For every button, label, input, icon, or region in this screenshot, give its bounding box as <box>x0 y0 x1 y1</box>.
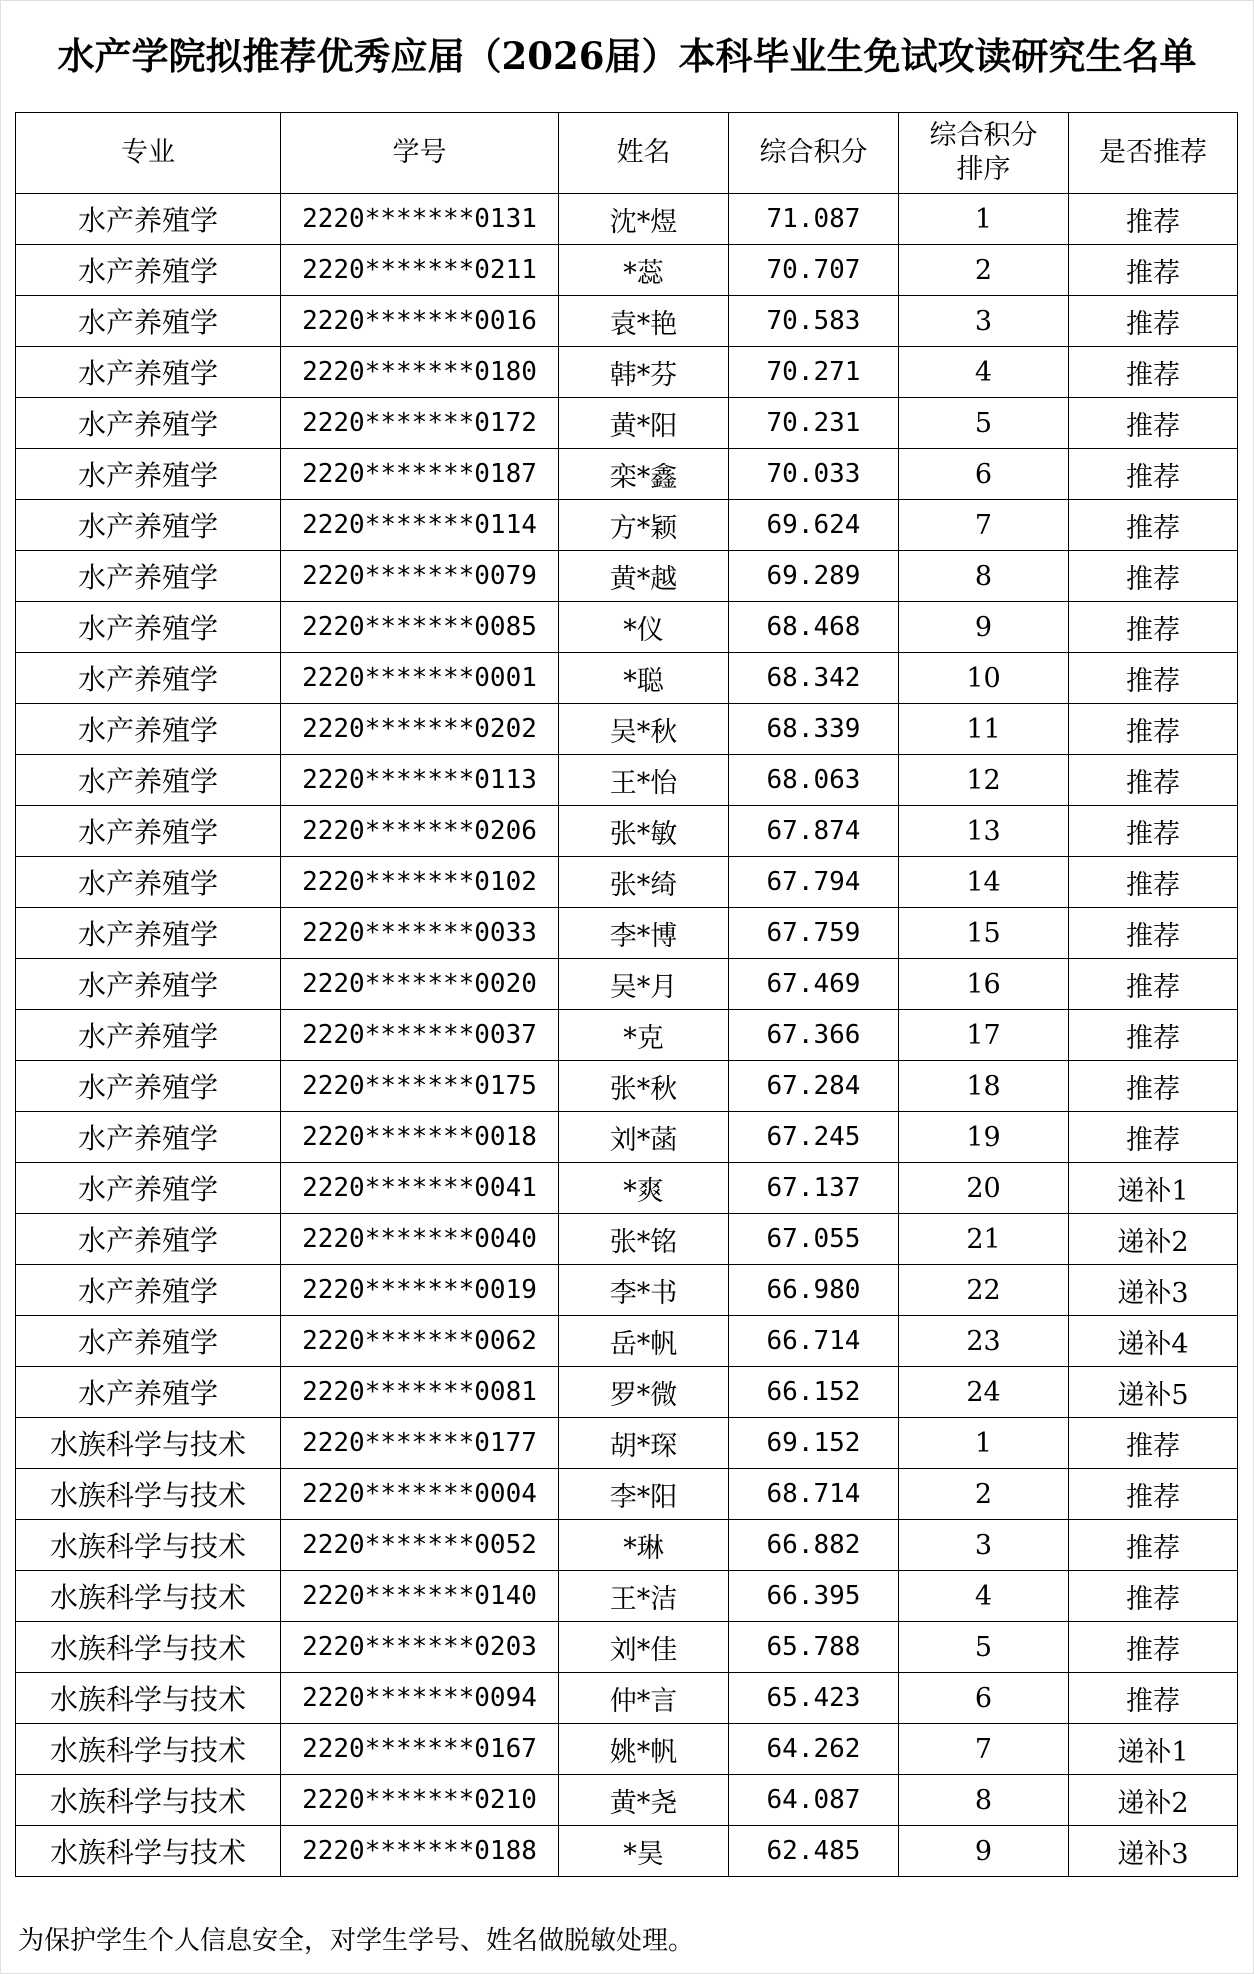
cell-score: 66.882 <box>729 1520 899 1571</box>
cell-name: 沈*煜 <box>559 194 729 245</box>
cell-student-id: 2220*******0175 <box>281 1061 559 1112</box>
table-row <box>16 500 1238 551</box>
cell-recommend-status: 递补1 <box>1069 1163 1238 1214</box>
cell-student-id: 2220*******0211 <box>281 245 559 296</box>
cell-score: 67.759 <box>729 908 899 959</box>
cell-recommend-status: 推荐 <box>1069 500 1238 551</box>
cell-name: 方*颖 <box>559 500 729 551</box>
cell-rank: 12 <box>899 755 1069 806</box>
cell-rank: 16 <box>899 959 1069 1010</box>
cell-major: 水产养殖学 <box>16 1061 281 1112</box>
cell-score: 64.087 <box>729 1775 899 1826</box>
cell-recommend-status: 推荐 <box>1069 908 1238 959</box>
cell-recommend-status: 推荐 <box>1069 296 1238 347</box>
cell-name: 吴*秋 <box>559 704 729 755</box>
cell-recommend-status: 推荐 <box>1069 602 1238 653</box>
cell-student-id: 2220*******0037 <box>281 1010 559 1061</box>
cell-name: 张*铭 <box>559 1214 729 1265</box>
cell-major: 水产养殖学 <box>16 194 281 245</box>
cell-student-id: 2220*******0102 <box>281 857 559 908</box>
table-row <box>16 1163 1238 1214</box>
cell-score: 67.284 <box>729 1061 899 1112</box>
cell-recommend-status: 递补4 <box>1069 1316 1238 1367</box>
cell-major: 水产养殖学 <box>16 602 281 653</box>
cell-recommend-status: 推荐 <box>1069 1418 1238 1469</box>
cell-student-id: 2220*******0114 <box>281 500 559 551</box>
table-row <box>16 194 1238 245</box>
table-row <box>16 1214 1238 1265</box>
cell-student-id: 2220*******0131 <box>281 194 559 245</box>
table-row <box>16 1112 1238 1163</box>
cell-name: 张*绮 <box>559 857 729 908</box>
cell-student-id: 2220*******0018 <box>281 1112 559 1163</box>
table-row <box>16 1418 1238 1469</box>
cell-rank: 3 <box>899 296 1069 347</box>
cell-recommend-status: 推荐 <box>1069 194 1238 245</box>
cell-major: 水族科学与技术 <box>16 1622 281 1673</box>
table-header-row <box>16 113 1238 194</box>
header-name: 姓名 <box>559 113 729 194</box>
cell-rank: 11 <box>899 704 1069 755</box>
cell-score: 69.152 <box>729 1418 899 1469</box>
cell-score: 71.087 <box>729 194 899 245</box>
cell-major: 水产养殖学 <box>16 806 281 857</box>
cell-score: 70.271 <box>729 347 899 398</box>
cell-student-id: 2220*******0033 <box>281 908 559 959</box>
cell-recommend-status: 推荐 <box>1069 398 1238 449</box>
table-row <box>16 1673 1238 1724</box>
cell-rank: 1 <box>899 1418 1069 1469</box>
cell-score: 66.152 <box>729 1367 899 1418</box>
cell-recommend-status: 推荐 <box>1069 755 1238 806</box>
table-row <box>16 1520 1238 1571</box>
header-rank <box>899 113 1069 194</box>
cell-rank: 8 <box>899 1775 1069 1826</box>
cell-score: 65.423 <box>729 1673 899 1724</box>
cell-recommend-status: 推荐 <box>1069 347 1238 398</box>
table-row <box>16 857 1238 908</box>
cell-score: 70.707 <box>729 245 899 296</box>
cell-major: 水族科学与技术 <box>16 1469 281 1520</box>
cell-name: *昊 <box>559 1826 729 1877</box>
table-row <box>16 755 1238 806</box>
cell-major: 水产养殖学 <box>16 959 281 1010</box>
cell-rank: 5 <box>899 1622 1069 1673</box>
cell-score: 67.794 <box>729 857 899 908</box>
cell-score: 70.231 <box>729 398 899 449</box>
cell-student-id: 2220*******0020 <box>281 959 559 1010</box>
table-row <box>16 806 1238 857</box>
cell-score: 68.063 <box>729 755 899 806</box>
cell-name: 吴*月 <box>559 959 729 1010</box>
header-student-id: 学号 <box>281 113 559 194</box>
cell-rank: 6 <box>899 1673 1069 1724</box>
cell-name: *仪 <box>559 602 729 653</box>
cell-rank: 21 <box>899 1214 1069 1265</box>
cell-major: 水产养殖学 <box>16 653 281 704</box>
cell-name: 黄*越 <box>559 551 729 602</box>
cell-rank: 9 <box>899 1826 1069 1877</box>
cell-major: 水产养殖学 <box>16 551 281 602</box>
cell-rank: 15 <box>899 908 1069 959</box>
cell-student-id: 2220*******0140 <box>281 1571 559 1622</box>
cell-score: 66.980 <box>729 1265 899 1316</box>
cell-score: 67.137 <box>729 1163 899 1214</box>
cell-score: 70.033 <box>729 449 899 500</box>
cell-student-id: 2220*******0203 <box>281 1622 559 1673</box>
cell-name: 栾*鑫 <box>559 449 729 500</box>
cell-rank: 4 <box>899 1571 1069 1622</box>
cell-rank: 22 <box>899 1265 1069 1316</box>
cell-major: 水族科学与技术 <box>16 1418 281 1469</box>
cell-rank: 7 <box>899 500 1069 551</box>
cell-name: 黄*阳 <box>559 398 729 449</box>
cell-recommend-status: 推荐 <box>1069 857 1238 908</box>
cell-score: 68.468 <box>729 602 899 653</box>
cell-student-id: 2220*******0206 <box>281 806 559 857</box>
header-score: 综合积分 <box>729 113 899 194</box>
cell-rank: 1 <box>899 194 1069 245</box>
cell-name: *聪 <box>559 653 729 704</box>
cell-score: 67.366 <box>729 1010 899 1061</box>
cell-major: 水产养殖学 <box>16 1265 281 1316</box>
cell-rank: 6 <box>899 449 1069 500</box>
cell-name: 罗*微 <box>559 1367 729 1418</box>
table-row <box>16 653 1238 704</box>
footnote: 为保护学生个人信息安全，对学生学号、姓名做脱敏处理。 <box>18 1926 695 1956</box>
cell-major: 水产养殖学 <box>16 296 281 347</box>
cell-recommend-status: 递补2 <box>1069 1775 1238 1826</box>
table-row <box>16 551 1238 602</box>
cell-name: *蕊 <box>559 245 729 296</box>
cell-recommend-status: 推荐 <box>1069 1673 1238 1724</box>
table-row <box>16 1775 1238 1826</box>
cell-score: 68.339 <box>729 704 899 755</box>
table-row <box>16 398 1238 449</box>
cell-name: 王*怡 <box>559 755 729 806</box>
table-row <box>16 1061 1238 1112</box>
cell-major: 水族科学与技术 <box>16 1520 281 1571</box>
cell-rank: 18 <box>899 1061 1069 1112</box>
cell-score: 69.289 <box>729 551 899 602</box>
cell-name: 张*敏 <box>559 806 729 857</box>
cell-recommend-status: 推荐 <box>1069 1112 1238 1163</box>
cell-name: 李*博 <box>559 908 729 959</box>
cell-recommend-status: 推荐 <box>1069 449 1238 500</box>
cell-student-id: 2220*******0016 <box>281 296 559 347</box>
cell-rank: 19 <box>899 1112 1069 1163</box>
cell-name: 张*秋 <box>559 1061 729 1112</box>
cell-name: 仲*言 <box>559 1673 729 1724</box>
cell-major: 水产养殖学 <box>16 908 281 959</box>
table-row <box>16 296 1238 347</box>
table-row <box>16 1010 1238 1061</box>
cell-rank: 9 <box>899 602 1069 653</box>
cell-name: 韩*芬 <box>559 347 729 398</box>
cell-student-id: 2220*******0202 <box>281 704 559 755</box>
cell-student-id: 2220*******0180 <box>281 347 559 398</box>
cell-major: 水族科学与技术 <box>16 1775 281 1826</box>
cell-student-id: 2220*******0210 <box>281 1775 559 1826</box>
cell-major: 水产养殖学 <box>16 245 281 296</box>
cell-recommend-status: 推荐 <box>1069 653 1238 704</box>
cell-student-id: 2220*******0081 <box>281 1367 559 1418</box>
cell-recommend-status: 推荐 <box>1069 245 1238 296</box>
cell-rank: 24 <box>899 1367 1069 1418</box>
cell-recommend-status: 递补3 <box>1069 1826 1238 1877</box>
table-row <box>16 1724 1238 1775</box>
table-row <box>16 1469 1238 1520</box>
header-rank-line2: 排序 <box>956 154 1011 185</box>
cell-rank: 13 <box>899 806 1069 857</box>
header-rank-line1: 综合积分 <box>929 120 1038 151</box>
table-row <box>16 449 1238 500</box>
cell-score: 68.714 <box>729 1469 899 1520</box>
cell-major: 水产养殖学 <box>16 857 281 908</box>
cell-rank: 23 <box>899 1316 1069 1367</box>
header-major: 专业 <box>16 113 281 194</box>
cell-student-id: 2220*******0177 <box>281 1418 559 1469</box>
table-row <box>16 1826 1238 1877</box>
table-row <box>16 1265 1238 1316</box>
cell-rank: 4 <box>899 347 1069 398</box>
cell-name: 胡*琛 <box>559 1418 729 1469</box>
cell-rank: 2 <box>899 245 1069 296</box>
cell-name: *克 <box>559 1010 729 1061</box>
cell-score: 69.624 <box>729 500 899 551</box>
cell-recommend-status: 推荐 <box>1069 806 1238 857</box>
cell-student-id: 2220*******0052 <box>281 1520 559 1571</box>
cell-score: 67.055 <box>729 1214 899 1265</box>
cell-rank: 14 <box>899 857 1069 908</box>
cell-student-id: 2220*******0172 <box>281 398 559 449</box>
cell-score: 70.583 <box>729 296 899 347</box>
cell-major: 水产养殖学 <box>16 1010 281 1061</box>
cell-rank: 20 <box>899 1163 1069 1214</box>
header-recommend: 是否推荐 <box>1069 113 1238 194</box>
cell-rank: 3 <box>899 1520 1069 1571</box>
cell-recommend-status: 推荐 <box>1069 1469 1238 1520</box>
cell-major: 水产养殖学 <box>16 347 281 398</box>
cell-student-id: 2220*******0079 <box>281 551 559 602</box>
cell-score: 67.245 <box>729 1112 899 1163</box>
cell-major: 水产养殖学 <box>16 1214 281 1265</box>
table-row <box>16 908 1238 959</box>
cell-major: 水产养殖学 <box>16 500 281 551</box>
cell-student-id: 2220*******0041 <box>281 1163 559 1214</box>
cell-recommend-status: 推荐 <box>1069 1622 1238 1673</box>
cell-major: 水族科学与技术 <box>16 1724 281 1775</box>
cell-recommend-status: 推荐 <box>1069 1571 1238 1622</box>
cell-student-id: 2220*******0001 <box>281 653 559 704</box>
table-row <box>16 1316 1238 1367</box>
cell-student-id: 2220*******0019 <box>281 1265 559 1316</box>
cell-student-id: 2220*******0113 <box>281 755 559 806</box>
cell-recommend-status: 推荐 <box>1069 704 1238 755</box>
table-row <box>16 1367 1238 1418</box>
cell-student-id: 2220*******0094 <box>281 1673 559 1724</box>
table-row <box>16 1571 1238 1622</box>
cell-name: 姚*帆 <box>559 1724 729 1775</box>
cell-major: 水产养殖学 <box>16 1112 281 1163</box>
cell-student-id: 2220*******0062 <box>281 1316 559 1367</box>
cell-name: 李*阳 <box>559 1469 729 1520</box>
cell-name: 袁*艳 <box>559 296 729 347</box>
cell-recommend-status: 推荐 <box>1069 551 1238 602</box>
cell-major: 水产养殖学 <box>16 1367 281 1418</box>
table-row <box>16 704 1238 755</box>
cell-recommend-status: 推荐 <box>1069 959 1238 1010</box>
cell-score: 62.485 <box>729 1826 899 1877</box>
cell-rank: 5 <box>899 398 1069 449</box>
table-row <box>16 347 1238 398</box>
cell-score: 64.262 <box>729 1724 899 1775</box>
cell-major: 水产养殖学 <box>16 1316 281 1367</box>
cell-major: 水族科学与技术 <box>16 1826 281 1877</box>
cell-score: 67.874 <box>729 806 899 857</box>
cell-major: 水产养殖学 <box>16 704 281 755</box>
cell-recommend-status: 递补3 <box>1069 1265 1238 1316</box>
cell-major: 水产养殖学 <box>16 398 281 449</box>
table-body <box>16 194 1238 1877</box>
cell-recommend-status: 递补2 <box>1069 1214 1238 1265</box>
cell-major: 水族科学与技术 <box>16 1571 281 1622</box>
cell-rank: 8 <box>899 551 1069 602</box>
cell-score: 68.342 <box>729 653 899 704</box>
cell-recommend-status: 推荐 <box>1069 1520 1238 1571</box>
cell-student-id: 2220*******0187 <box>281 449 559 500</box>
cell-name: 黄*尧 <box>559 1775 729 1826</box>
cell-score: 66.714 <box>729 1316 899 1367</box>
cell-recommend-status: 递补1 <box>1069 1724 1238 1775</box>
cell-student-id: 2220*******0004 <box>281 1469 559 1520</box>
cell-recommend-status: 推荐 <box>1069 1061 1238 1112</box>
cell-student-id: 2220*******0040 <box>281 1214 559 1265</box>
cell-recommend-status: 递补5 <box>1069 1367 1238 1418</box>
cell-score: 66.395 <box>729 1571 899 1622</box>
cell-name: *爽 <box>559 1163 729 1214</box>
table-row <box>16 959 1238 1010</box>
document-title: 水产学院拟推荐优秀应届（2026届）本科毕业生免试攻读研究生名单 <box>57 34 1197 78</box>
cell-student-id: 2220*******0085 <box>281 602 559 653</box>
cell-score: 67.469 <box>729 959 899 1010</box>
cell-major: 水产养殖学 <box>16 1163 281 1214</box>
cell-rank: 10 <box>899 653 1069 704</box>
cell-name: 岳*帆 <box>559 1316 729 1367</box>
cell-rank: 2 <box>899 1469 1069 1520</box>
cell-score: 65.788 <box>729 1622 899 1673</box>
cell-major: 水产养殖学 <box>16 449 281 500</box>
cell-name: 李*书 <box>559 1265 729 1316</box>
table-row <box>16 602 1238 653</box>
cell-rank: 17 <box>899 1010 1069 1061</box>
cell-name: 刘*菡 <box>559 1112 729 1163</box>
cell-recommend-status: 推荐 <box>1069 1010 1238 1061</box>
cell-student-id: 2220*******0188 <box>281 1826 559 1877</box>
table-row <box>16 245 1238 296</box>
cell-rank: 7 <box>899 1724 1069 1775</box>
table-row <box>16 1622 1238 1673</box>
cell-name: *琳 <box>559 1520 729 1571</box>
cell-major: 水族科学与技术 <box>16 1673 281 1724</box>
cell-major: 水产养殖学 <box>16 755 281 806</box>
cell-name: 刘*佳 <box>559 1622 729 1673</box>
cell-student-id: 2220*******0167 <box>281 1724 559 1775</box>
cell-name: 王*洁 <box>559 1571 729 1622</box>
recommendation-table <box>15 112 1238 1877</box>
